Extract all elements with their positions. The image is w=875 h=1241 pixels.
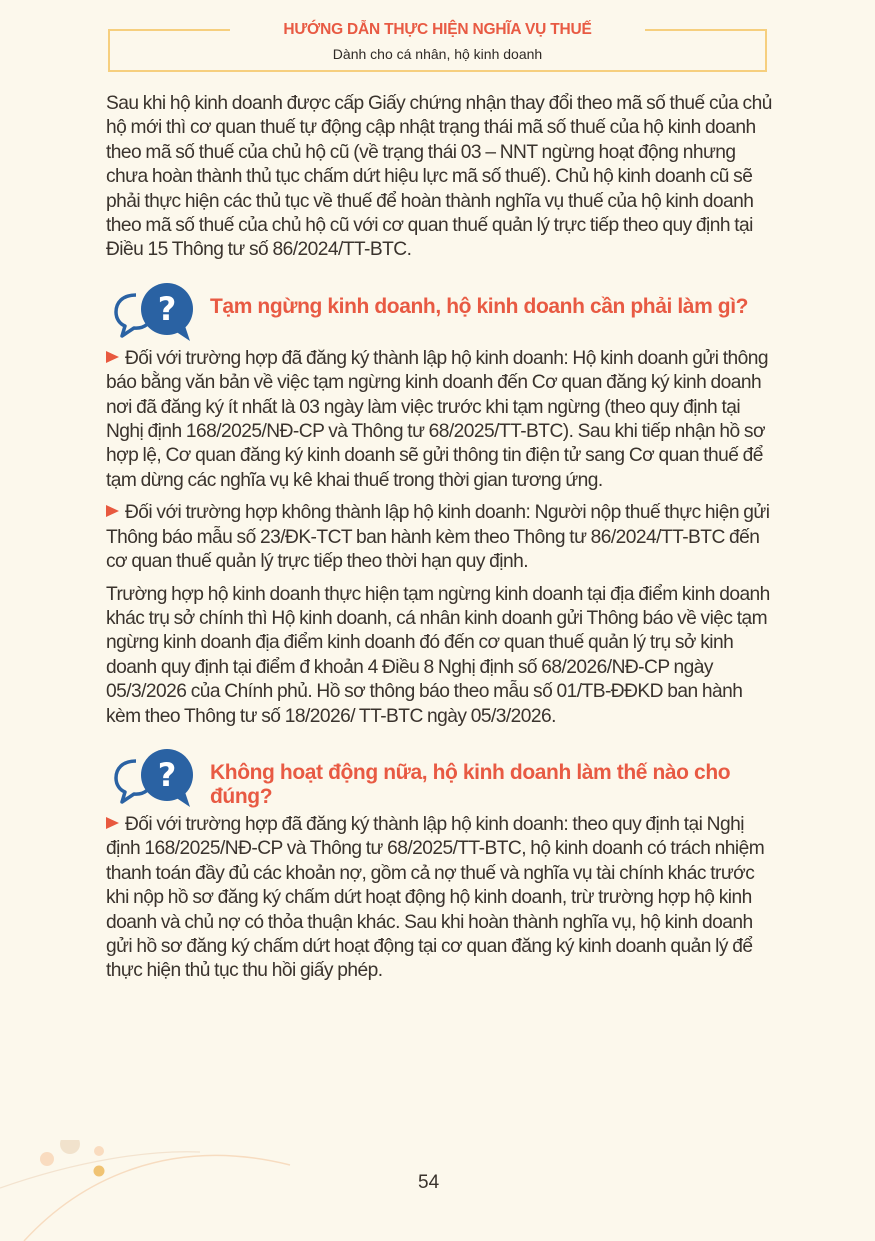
note-paragraph: Trường hợp hộ kinh doanh thực hiện tạm ngừng kinh doanh tại địa điểm kinh doanh khác trụ sở chính thì Hộ kinh doanh, cá nhân kinh doanh gửi Thông báo về việc tạm ngừng kinh doanh địa điểm kinh doanh đó đến cơ quan thuế quản lý trụ sở kinh doanh quy định tại điểm đ khoản 4 Điều 8 Nghị định số 68/2026/NĐ-CP ngày 05/3/2026 của Chính phủ. Hồ sơ thông báo theo mẫu số 01/TB-ĐĐKD ban hành kèm theo Thông tư số 18/2026/ TT-BTC ngày 05/3/2026. [106,583,770,727]
question-title: Không hoạt động nữa, hộ kinh doanh làm thế nào cho đúng? [210,760,731,808]
triangle-bullet-icon [106,505,119,517]
bullet-paragraph: Đối với trường hợp đã đăng ký thành lập hộ kinh doanh: Hộ kinh doanh gửi thông báo bằng văn bản về việc tạm ngừng kinh doanh đến Cơ quan đăng ký kinh doanh nơi đã đăng ký ít nhất là 03 ngày làm việc trước khi tạm ngừng (theo quy định tại Nghị định 168/2025/NĐ-CP và Thông tư 68/2025/TT-BTC). Sau khi tiếp nhận hồ sơ hợp lệ, Cơ quan đăng ký kinh doanh sẽ gửi thông tin điện tử sang Cơ quan thuế để tạm dừng các nghĩa vụ kê khai thuế trong thời gian tương ứng. [106,347,768,491]
bullet-paragraph: Đối với trường hợp đã đăng ký thành lập hộ kinh doanh: theo quy định tại Nghị định 168/2025/NĐ-CP và Thông tư 68/2025/TT-BTC, hộ kinh doanh có trách nhiệm thanh toán đầy đủ các khoản nợ, gồm cả nợ thuế và nghĩa vụ tài chính khác trước khi nộp hồ sơ đăng ký chấm dứt hoạt động hộ kinh doanh, trừ trường hợp hộ kinh doanh và chủ nợ có thỏa thuận khác. Sau khi hoàn thành nghĩa vụ, hộ kinh doanh gửi hồ sơ đăng ký chấm dứt hoạt động tại cơ quan đăng ký kinh doanh quản lý để thực hiện thủ tục thu hồi giấy phép. [106,813,765,982]
intro-paragraph: Sau khi hộ kinh doanh được cấp Giấy chứng nhận thay đổi theo mã số thuế của chủ hộ mới thì cơ quan thuế tự động cập nhật trạng thái mã số thuế của hộ kinh doanh theo mã số thuế của chủ hộ cũ (về trạng thái 03 – NNT ngừng hoạt động nhưng chưa hoàn thành thủ tục chấm dứt hiệu lực mã số thuế). Chủ hộ kinh doanh cũ sẽ phải thực hiện các thủ tục về thuế để hoàn thành nghĩa vụ thuế của hộ kinh doanh theo mã số thuế của chủ hộ cũ với cơ quan thuế quản lý trực tiếp theo quy định tại Điều 15 Thông tư số 86/2024/TT-BTC. [106,93,772,261]
triangle-bullet-icon [106,351,119,363]
question-heading-2 [106,751,772,809]
triangle-bullet-icon [106,817,119,829]
svg-text:?: ? [157,755,177,794]
decorative-curves-dots [0,1140,320,1241]
document-title: HƯỚNG DẪN THỰC HIỆN NGHĨA VỤ THUẾ [230,19,645,41]
question-heading-1 [106,285,772,343]
bullet-paragraph: Đối với trường hợp không thành lập hộ kinh doanh: Người nộp thuế thực hiện gửi Thông báo mẫu số 23/ĐK-TCT ban hành kèm theo Thông tư 86/2024/TT-BTC đến cơ quan thuế quản lý trực tiếp theo thời hạn quy định. [106,502,770,573]
svg-text:?: ? [157,289,177,328]
question-chat-bubble-icon [112,747,210,809]
page-number: 54 [418,1172,440,1193]
document-subtitle: Dành cho cá nhân, hộ kinh doanh [332,46,543,62]
page-content [106,92,772,984]
question-chat-bubble-icon [112,281,210,343]
question-title: Tạm ngừng kinh doanh, hộ kinh doanh cần phải làm gì? [210,294,749,318]
